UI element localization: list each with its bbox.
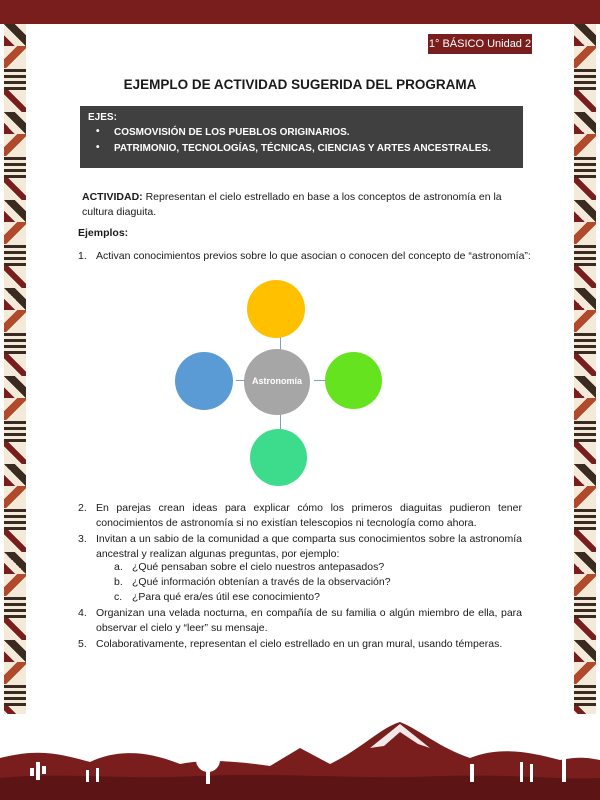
border-pattern-tile xyxy=(4,90,26,112)
border-pattern-tile xyxy=(574,706,596,714)
step-number: 1. xyxy=(78,250,87,262)
step-item xyxy=(78,637,528,653)
ejes-item: • PATRIMONIO, TECNOLOGÍAS, TÉCNICAS, CIENCIAS Y ARTES ANCESTRALES. xyxy=(88,143,515,154)
step-item xyxy=(78,249,531,265)
border-pattern-tile xyxy=(4,112,26,134)
border-pattern-tile xyxy=(4,640,26,662)
border-pattern-tile xyxy=(4,266,26,288)
border-pattern-tile xyxy=(4,684,26,706)
border-pattern-tile xyxy=(4,442,26,464)
landscape-illustration xyxy=(0,718,600,800)
border-pattern-tile xyxy=(574,222,596,244)
border-pattern-tile xyxy=(574,134,596,156)
border-pattern-tile xyxy=(574,24,596,46)
border-pattern-tile xyxy=(574,398,596,420)
concept-circle-right xyxy=(325,352,382,409)
border-pattern-tile xyxy=(574,310,596,332)
right-decorative-border xyxy=(574,24,596,714)
border-pattern-tile xyxy=(4,508,26,530)
border-pattern-tile xyxy=(574,68,596,90)
concept-circle-left xyxy=(175,352,233,410)
ejes-label: EJES: xyxy=(88,112,117,123)
border-pattern-tile xyxy=(574,596,596,618)
page-title: EJEMPLO DE ACTIVIDAD SUGERIDA DEL PROGRAMA xyxy=(123,77,477,92)
border-pattern-tile xyxy=(4,310,26,332)
step-number: 4. xyxy=(78,607,87,619)
border-pattern-tile xyxy=(4,530,26,552)
top-decorative-band xyxy=(0,0,600,24)
border-pattern-tile xyxy=(574,640,596,662)
activity-text: Representan el cielo estrellado en base a los conceptos de astronomía en la cultura diaguita. xyxy=(82,191,502,218)
step-text: Invitan a un sabio de la comunidad a que comparta sus conocimientos sobre la astronomía ancestral y realizan algunas preguntas, por ejemplo: xyxy=(96,533,522,560)
border-pattern-tile xyxy=(4,46,26,68)
border-pattern-tile xyxy=(574,552,596,574)
step-text: Organizan una velada nocturna, en compañía de su familia o algún miembro de ella, para observar el cielo y “leer” su mensaje. xyxy=(96,607,522,634)
border-pattern-tile xyxy=(4,596,26,618)
border-pattern-tile xyxy=(574,112,596,134)
step-text: Colaborativamente, representan el cielo estrellado en un gran mural, usando témperas. xyxy=(96,638,503,650)
border-pattern-tile xyxy=(574,376,596,398)
astronomy-concept-diagram xyxy=(170,275,390,490)
concept-circle-bottom xyxy=(250,429,307,486)
border-pattern-tile xyxy=(574,684,596,706)
border-pattern-tile xyxy=(4,398,26,420)
border-pattern-tile xyxy=(4,376,26,398)
border-pattern-tile xyxy=(574,662,596,684)
border-pattern-tile xyxy=(574,574,596,596)
border-pattern-tile xyxy=(4,354,26,376)
border-pattern-tile xyxy=(4,574,26,596)
border-pattern-tile xyxy=(574,332,596,354)
border-pattern-tile xyxy=(4,244,26,266)
border-pattern-tile xyxy=(4,178,26,200)
left-decorative-border xyxy=(4,24,26,714)
border-pattern-tile xyxy=(574,464,596,486)
border-pattern-tile xyxy=(4,706,26,714)
border-pattern-tile xyxy=(4,420,26,442)
border-pattern-tile xyxy=(4,464,26,486)
border-pattern-tile xyxy=(4,24,26,46)
border-pattern-tile xyxy=(4,486,26,508)
examples-label: Ejemplos: xyxy=(78,227,129,239)
border-pattern-tile xyxy=(574,442,596,464)
question-letter: b. xyxy=(114,576,123,588)
ejes-box xyxy=(80,106,523,168)
question-text: ¿Para qué era/es útil ese conocimiento? xyxy=(132,591,320,603)
question-text: ¿Qué pensaban sobre el cielo nuestros antepasados? xyxy=(132,561,385,573)
border-pattern-tile xyxy=(574,530,596,552)
step-item xyxy=(78,501,528,533)
border-pattern-tile xyxy=(4,68,26,90)
step-item xyxy=(78,606,528,638)
border-pattern-tile xyxy=(4,222,26,244)
border-pattern-tile xyxy=(574,486,596,508)
border-pattern-tile xyxy=(574,90,596,112)
step-text: En parejas crean ideas para explicar cómo los primeros diaguitas pudieron tener conocimientos de astronomía si no existían telescopios ni tecnología como ahora. xyxy=(96,502,522,529)
border-pattern-tile xyxy=(4,288,26,310)
border-pattern-tile xyxy=(574,178,596,200)
border-pattern-tile xyxy=(4,200,26,222)
border-pattern-tile xyxy=(4,156,26,178)
border-pattern-tile xyxy=(574,46,596,68)
border-pattern-tile xyxy=(574,244,596,266)
border-pattern-tile xyxy=(4,552,26,574)
border-pattern-tile xyxy=(574,508,596,530)
border-pattern-tile xyxy=(574,288,596,310)
activity-label: ACTIVIDAD: xyxy=(82,191,143,203)
step-number: 5. xyxy=(78,638,87,650)
question-letter: a. xyxy=(114,561,123,573)
border-pattern-tile xyxy=(4,332,26,354)
border-pattern-tile xyxy=(4,134,26,156)
activity-description xyxy=(82,190,522,220)
border-pattern-tile xyxy=(574,266,596,288)
unit-badge: 1° BÁSICO Unidad 2 xyxy=(428,34,532,54)
border-pattern-tile xyxy=(4,618,26,640)
question-text: ¿Qué información obtenían a través de la observación? xyxy=(132,576,391,588)
ejes-list xyxy=(88,127,515,154)
step-number: 2. xyxy=(78,502,87,514)
border-pattern-tile xyxy=(574,420,596,442)
question-letter: c. xyxy=(114,591,123,603)
step-number: 3. xyxy=(78,533,87,545)
center-label: Astronomía xyxy=(251,376,302,386)
ejes-item: • COSMOVISIÓN DE LOS PUEBLOS ORIGINARIOS. xyxy=(88,127,515,138)
border-pattern-tile xyxy=(4,662,26,684)
step-text: Activan conocimientos previos sobre lo que asocian o conocen del concepto de “astronomía”: xyxy=(96,250,531,262)
border-pattern-tile xyxy=(574,618,596,640)
concept-circle-top xyxy=(247,280,305,338)
border-pattern-tile xyxy=(574,156,596,178)
border-pattern-tile xyxy=(574,354,596,376)
border-pattern-tile xyxy=(574,200,596,222)
